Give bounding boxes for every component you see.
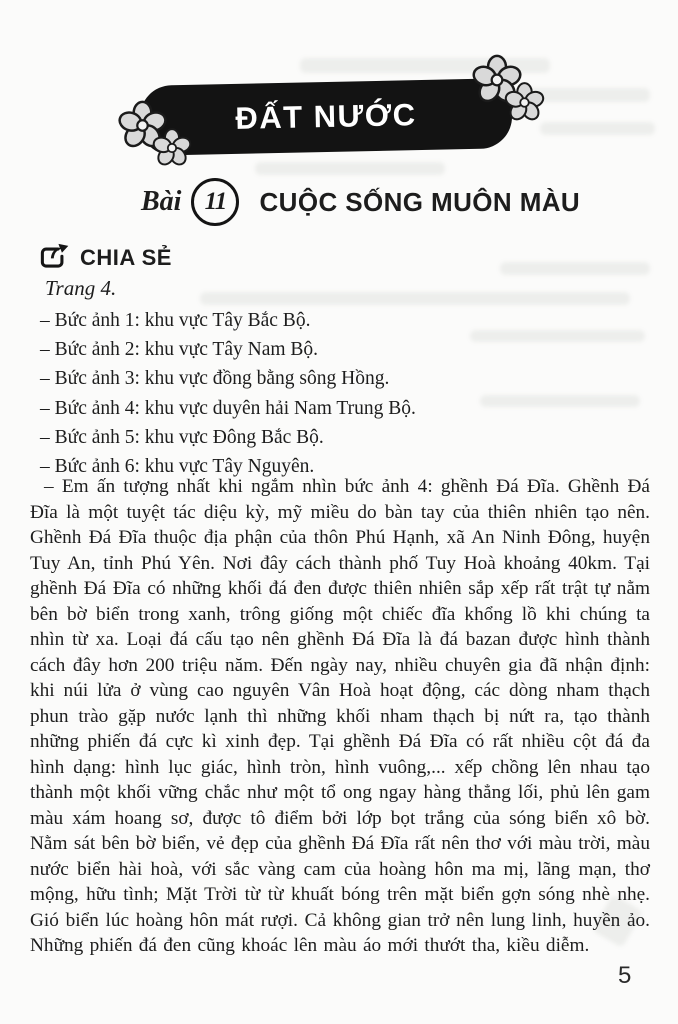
list-item: – Bức ảnh 5: khu vực Đông Bắc Bộ. — [40, 426, 324, 448]
list-item: – Bức ảnh 6: khu vực Tây Nguyên. — [40, 456, 315, 478]
print-bleed-artifact — [540, 122, 655, 135]
lesson-number: 11 — [204, 188, 227, 215]
lesson-header — [141, 178, 580, 226]
print-bleed-artifact — [300, 58, 550, 73]
lesson-number-circle — [191, 178, 239, 226]
page-reference: Trang 4. — [45, 276, 117, 300]
share-section-heading — [36, 238, 172, 272]
list-item: – Bức ảnh 2: khu vực Tây Nam Bộ. — [40, 339, 319, 361]
print-bleed-artifact — [525, 88, 650, 102]
answer-paragraph: – Em ấn tượng nhất khi ngắm nhìn bức ảnh 4: ghềnh Đá Đĩa. Ghềnh Đá Đĩa là một tuyệt tác diệu kỳ, mỹ miều do bàn tay của thiên nhiên tạo nên. Ghềnh Đá Đĩa thuộc địa phận của thôn Phú Hạnh, xã An Ninh Đông, huyện Tuy An, tỉnh Phú Yên. Nơi đây cách thành phố Tuy Hoà khoảng 40km. Tại ghềnh Đá Đĩa có những khối đá đen được thiên nhiên sắp xếp rất trật tự nằm bên bờ biển trong xanh, trông giống một chiếc đĩa khổng lồ khi chúng ta nhìn từ xa. Loại đá cấu tạo nên ghềnh Đá Đĩa là đá bazan được hình thành cách đây hơn 200 triệu năm. Đến ngày nay, nhiều chuyên gia đã nhận định: khi núi lửa ở vùng cao nguyên Vân Hoà hoạt động, các dòng nham thạch phun trào gặp nước lạnh thì những khối nham thạch bị nứt ra, tạo thành những phiến đá cực kì xinh đẹp. Tại ghềnh Đá Đĩa có rất nhiều cột đá đa hình dạng: hình lục giác, hình tròn, hình vuông,... xếp chồng lên nhau tạo thành một khối vững chắc như một tổ ong ngay hàng thẳng lối, phủ lên gam màu xám hoang sơ, được tô điểm bởi lớp bọt trắng của sóng biển xô bờ. Nằm sát bên bờ biển, vẻ đẹp của ghềnh Đá Đĩa rất nên thơ với màu trời, màu nước biển hài hoà, với sắc vàng cam của hoàng hôn ma mị, lãng mạn, thơ mộng, hữu tình; Mặt Trời từ từ khuất bóng trên mặt biển gợn sóng nhè nhẹ. Gió biển lúc hoàng hôn mát rượi. Cả không gian trở nên lung linh, huyền ảo. Những phiến đá đen cũng khoác lên màu áo mới thướt tha, kiều diễm. — [30, 476, 650, 956]
lesson-title: CUỘC SỐNG MUÔN MÀU — [259, 186, 581, 217]
page-number: 5 — [618, 962, 632, 989]
lesson-label: Bài — [141, 186, 182, 217]
print-bleed-artifact — [500, 262, 650, 275]
unit-title: ĐẤT NƯỚC — [235, 97, 417, 136]
share-icon — [36, 238, 70, 272]
list-item: – Bức ảnh 3: khu vực đồng bằng sông Hồng. — [40, 368, 390, 390]
list-item: – Bức ảnh 1: khu vực Tây Bắc Bộ. — [40, 310, 311, 331]
share-heading-label: CHIA SẺ — [80, 245, 172, 270]
print-bleed-artifact — [255, 162, 445, 175]
unit-banner — [139, 78, 512, 156]
print-bleed-artifact — [200, 292, 630, 305]
photo-list — [40, 306, 640, 481]
list-item: – Bức ảnh 4: khu vực duyên hải Nam Trung Bộ. — [40, 397, 416, 419]
